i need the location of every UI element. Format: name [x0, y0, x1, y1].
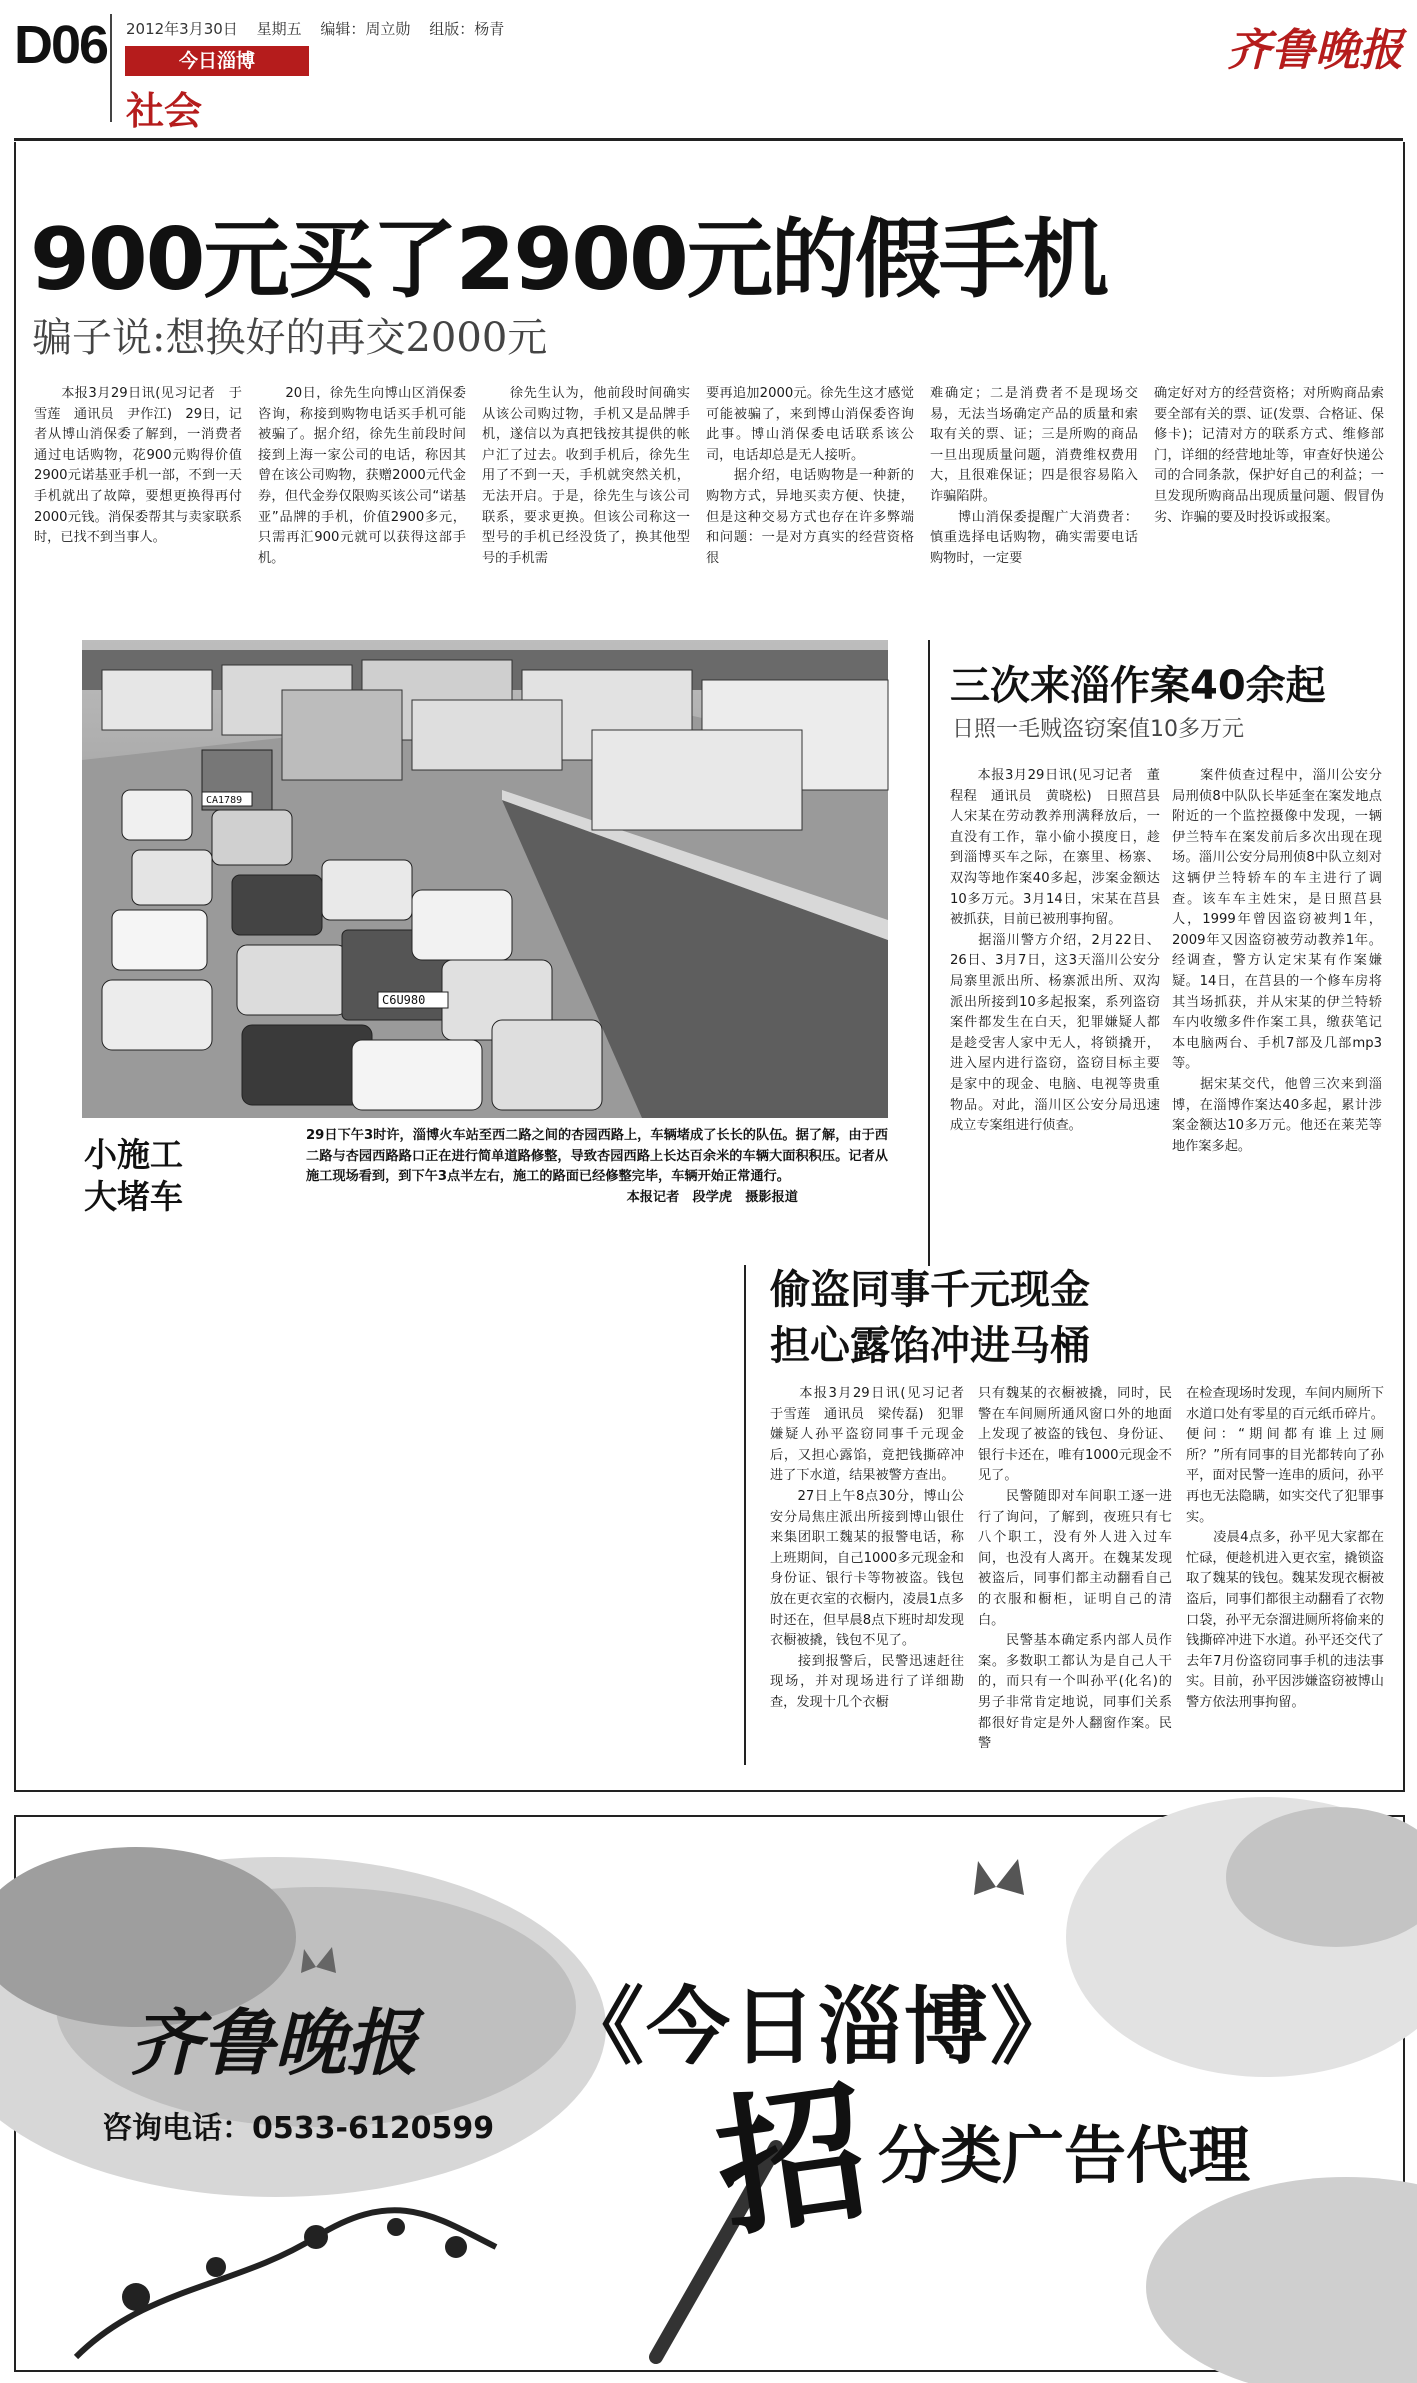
- header-editor: 编辑：周立勋: [320, 20, 411, 38]
- ad-logo: 齐鲁晚报: [130, 2000, 419, 2085]
- page-number: D06: [14, 15, 108, 75]
- photo-caption-text: 29日下午3时许，淄博火车站至西二路之间的杏园西路上，车辆堵成了长长的队伍。据了解，由于西二路与杏园西路路口正在进行简单道路修整，导致杏园西路上长达百余米的车辆大面积积压。记者从施工现场看到，到下午3点半左右，施工的路面已经修整完毕，车辆开始正常通行。: [306, 1128, 888, 1185]
- story3-divider: [744, 1265, 746, 1765]
- section-tag: 今日淄博: [125, 46, 309, 76]
- story2-column-2: 案件侦查过程中，淄川公安分局刑侦8中队队长毕延奎在案发地点附近的一个监控摄像中发现，一辆伊兰特车在案发前后多次出现在现场。淄川公安分局刑侦8中队立刻对这辆伊兰特轿车的车主进行了调查。该车车主姓宋，是日照莒县人，1999年曾因盗窃被判1年，2009年又因盗窃被劳动教养1年。经调查，警方认定宋某有作案嫌疑。14日，在莒县的一个修车房将其当场抓获，并从宋某的伊兰特轿车内收缴多件作案工具，缴获笔记本电脑两台、手机7部及几部mp3等。 据宋某交代，他曾三次来到淄博，在淄博作案达40多起，累计涉案金额达10多万元。他还在莱芜等地作案多起。: [1172, 768, 1382, 1154]
- traffic-jam-photo: [82, 640, 888, 1118]
- ad-big-character: 招: [706, 2063, 880, 2259]
- bus-plate: CA1789: [206, 795, 243, 806]
- traffic-jam-illustration: [82, 640, 888, 1118]
- truck-plate: C6U980: [382, 993, 426, 1007]
- story2-headline: 三次来淄作案40余起: [950, 663, 1326, 709]
- header-layout: 组版：杨青: [429, 20, 505, 38]
- lead-headline: 900元买了2900元的假手机: [30, 210, 1107, 310]
- lead-subheadline: 骗子说:想换好的再交2000元: [32, 315, 548, 361]
- lead-column-3: 徐先生认为，他前段时间确实从该公司购过物，手机又是品牌手机，遂信以为真把钱按其提供的帐户汇了过去。收到手机后，徐先生用了不到一天，手机就突然关机，无法开启。于是，徐先生与该公司联系，要求更换。但该公司称这一型号的手机已经没货了，换其他型号的手机需: [482, 386, 690, 566]
- story2-subheadline: 日照一毛贼盗窃案值10多万元: [952, 717, 1244, 742]
- lead-column-6: 确定好对方的经营资格；对所购商品索要全部有关的票、证(发票、合格证、保修卡)；记清对方的联系方式、维修部门，详细的经营地址等，审查好快递公司的合同条款，保护好自己的利益；一旦发现所购商品出现质量问题、假冒伪劣、诈骗的要及时投诉或报案。: [1154, 386, 1384, 525]
- header-divider: [110, 14, 112, 122]
- newspaper-logo: 齐鲁晚报: [1227, 25, 1403, 76]
- story3-column-2: 只有魏某的衣橱被撬，同时，民警在车间厕所通风窗口外的地面上发现了被盗的钱包、身份证、银行卡还在，唯有1000元现金不见了。 民警随即对车间职工逐一进行了询问，了解到，夜班只有七八个职工，没有外人进入过车间，也没有人离开。在魏某发现被盗后，同事们都主动翻看自己的衣服和橱柜，证明自己的清白。 民警基本确定系内部人员作案。多数职工都认为是自己人干的，而只有一个叫孙平(化名)的男子非常肯定地说，同事们关系都很好肯定是外人翻窗作案。民警: [978, 1386, 1172, 1752]
- photo-caption: [306, 1126, 888, 1208]
- story2-column-1: 本报3月29日讯(见习记者 董程程 通讯员 黄晓松) 日照莒县人宋某在劳动教养刑满释放后，一直没有工作，靠小偷小摸度日，趁到淄博买车之际，在寨里、杨寨、双沟等地作案40多起，涉案金额达10多万元。3月14日，宋某在莒县被抓获，目前已被刑事拘留。 据淄川警方介绍，2月22日、26日、3月7日，这3天淄川公安分局寨里派出所、杨寨派出所、双沟派出所接到10多起报案，系列盗窃案件都发生在白天，犯罪嫌疑人都是趁受害人家中无人，将锁撬开，进入屋内进行盗窃，盗窃目标主要是家中的现金、电脑、电视等贵重物品。对此，淄川区公安分局迅速成立专案组进行侦查。: [950, 768, 1160, 1134]
- photo-caption-title: 小施工 大堵车: [84, 1135, 183, 1216]
- lead-column-4: 要再追加2000元。徐先生这才感觉可能被骗了，来到博山消保委咨询此事。博山消保委电话联系该公司，电话却总是无人接听。 据介绍，电话购物是一种新的购物方式，异地买卖方便、快捷，但是这种交易方式也存在许多弊端和问题：一是对方真实的经营资格很: [706, 386, 914, 566]
- story2-divider: [928, 640, 930, 1266]
- section-title: 社会: [126, 89, 203, 133]
- ad-title: 《今日淄博》: [560, 1977, 1077, 2076]
- ad-subtitle: 分类广告代理: [878, 2119, 1251, 2192]
- ad-phone: 咨询电话：0533-6120599: [102, 2111, 495, 2146]
- top-rule: [14, 138, 1403, 141]
- lead-column-1: 本报3月29日讯(见习记者 于雪莲 通讯员 尹作江) 29日，记者从博山消保委了解到，一消费者通过电话购物，花900元购得价值2900元诺基亚手机一部，不到一天手机就出了故障，要想更换得再付2000元钱。消保委帮其与卖家联系时，已找不到当事人。: [34, 386, 242, 546]
- story3-column-3: 在检查现场时发现，车间内厕所下水道口处有零星的百元纸币碎片。便问：“期间都有谁上过厕所？”所有同事的目光都转向了孙平，面对民警一连串的质问，孙平再也无法隐瞒，如实交代了犯罪事实。 凌晨4点多，孙平见大家都在忙碌，便趁机进入更衣室，撬锁盗取了魏某的钱包。魏某发现衣橱被盗后，同事们都很主动翻看了衣物口袋，孙平无奈溜进厕所将偷来的钱撕碎冲进下水道。孙平还交代了去年7月份盗窃同事手机的违法事实。目前，孙平因涉嫌盗窃被博山警方依法刑事拘留。: [1186, 1386, 1384, 1710]
- header-meta: [126, 18, 518, 39]
- header-date: 2012年3月30日: [126, 20, 238, 38]
- lead-column-5: 难确定；二是消费者不是现场交易，无法当场确定产品的质量和索取有关的票、证；三是所购的商品一旦出现质量问题，消费维权费用大，且很难保证；四是很容易陷入诈骗陷阱。 博山消保委提醒广大消费者：慎重选择电话购物，确实需要电话购物时，一定要: [930, 386, 1138, 566]
- header-weekday: 星期五: [256, 20, 302, 38]
- story3-headline: 偷盗同事千元现金 担心露馅冲进马桶: [770, 1267, 1090, 1369]
- lead-column-2: 20日，徐先生向博山区消保委咨询，称接到购物电话买手机可能被骗了。据介绍，徐先生前段时间接到上海一家公司的电话，称因其曾在该公司购物，获赠2000元代金券，但代金券仅限购买该公司“诺基亚”品牌的手机，价值2900多元，只需再汇900元就可以获得这部手机。: [258, 386, 466, 566]
- story3-column-1: 本报3月29日讯(见习记者 于雪莲 通讯员 梁传磊) 犯罪嫌疑人孙平盗窃同事千元现金后，又担心露馅，竟把钱撕碎冲进了下水道，结果被警方查出。 27日上午8点30分，博山公安分局焦庄派出所接到博山银仕来集团职工魏某的报警电话，称上班期间，自己1000多元现金和身份证、银行卡等物被盗。钱包放在更衣室的衣橱内，凌晨1点多时还在，但早晨8点下班时却发现衣橱被撬，钱包不见了。 接到报警后，民警迅速赶往现场，并对现场进行了详细勘查，发现十几个衣橱: [770, 1386, 964, 1710]
- photo-credit: 本报记者 段学虎 摄影报道: [626, 1189, 798, 1205]
